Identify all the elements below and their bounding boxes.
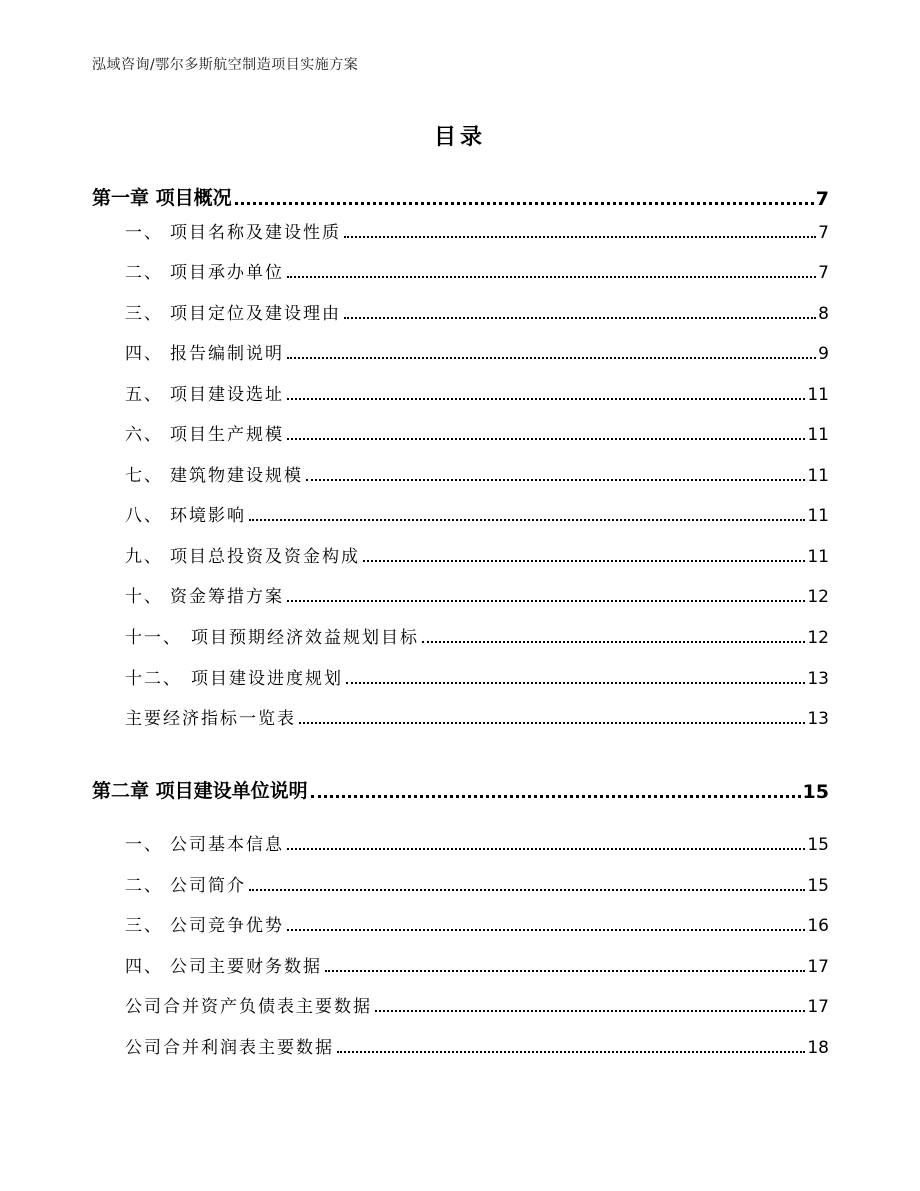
toc-entry-number: 七、 <box>125 466 163 486</box>
toc-section-entry[interactable] <box>125 542 829 567</box>
toc-page-number: 11 <box>807 425 829 445</box>
toc-section-entry[interactable] <box>125 582 829 607</box>
toc-page-number: 11 <box>807 547 829 567</box>
toc-page-number: 16 <box>807 916 829 936</box>
toc-section-entry[interactable] <box>125 992 829 1017</box>
toc-entry-text: 第一章 项目概况 <box>92 187 232 209</box>
toc-entry-text: 公司简介 <box>170 876 246 896</box>
toc-dot-leader <box>346 682 805 684</box>
toc-chapter-entry[interactable] <box>92 183 829 210</box>
toc-page-number: 11 <box>807 506 829 526</box>
toc-entry-text: 项目定位及建设理由 <box>170 304 341 324</box>
toc-dot-leader <box>287 848 805 850</box>
toc-section-entry[interactable] <box>125 871 829 896</box>
toc-entry-label <box>125 461 303 486</box>
toc-entry-text: 公司基本信息 <box>170 835 284 855</box>
toc-page-number: 17 <box>807 997 829 1017</box>
toc-page-number: 7 <box>818 223 829 243</box>
toc-entry-text: 环境影响 <box>170 506 246 526</box>
toc-section-entry[interactable] <box>125 830 829 855</box>
toc-dot-leader <box>337 1051 805 1053</box>
toc-entry-text: 项目承办单位 <box>170 263 284 283</box>
toc-entry-text: 项目总投资及资金构成 <box>170 547 360 567</box>
toc-entry-text: 公司主要财务数据 <box>170 957 322 977</box>
toc-entry-label <box>125 258 284 283</box>
running-header: 泓域咨询/鄂尔多斯航空制造项目实施方案 <box>92 57 359 73</box>
toc-section-entry[interactable] <box>125 1033 829 1058</box>
toc-dot-leader <box>287 276 816 278</box>
toc-entry-text: 项目建设选址 <box>170 385 284 405</box>
toc-entry-number: 十二、 <box>125 669 182 689</box>
toc-entry-text: 公司合并资产负债表主要数据 <box>125 997 372 1017</box>
toc-entry-text: 项目名称及建设性质 <box>170 223 341 243</box>
toc-entry-label <box>125 420 284 445</box>
toc-entry-number: 三、 <box>125 304 163 324</box>
toc-dot-leader <box>363 560 805 562</box>
toc-page-number: 11 <box>807 385 829 405</box>
toc-entry-number: 四、 <box>125 344 163 364</box>
toc-section-entry[interactable] <box>125 380 829 405</box>
toc-entry-number: 二、 <box>125 876 163 896</box>
toc-entry-number: 九、 <box>125 547 163 567</box>
toc-entry-label <box>125 1033 334 1058</box>
toc-dot-leader <box>249 519 805 521</box>
toc-entry-number: 一、 <box>125 223 163 243</box>
toc-page-number: 7 <box>818 263 829 283</box>
toc-entry-label <box>125 218 341 243</box>
toc-dot-leader <box>299 722 805 724</box>
toc-entry-number: 二、 <box>125 263 163 283</box>
toc-entry-number: 一、 <box>125 835 163 855</box>
toc-section-entry[interactable] <box>125 258 829 283</box>
toc-entry-text: 第二章 项目建设单位说明 <box>92 780 308 802</box>
toc-entry-text: 建筑物建设规模 <box>170 466 303 486</box>
toc-dot-leader <box>325 970 805 972</box>
toc-entry-label <box>125 380 284 405</box>
toc-entry-label <box>92 776 308 803</box>
toc-page-number: 7 <box>815 188 829 210</box>
toc-section-entry[interactable] <box>125 420 829 445</box>
toc-section-entry[interactable] <box>125 461 829 486</box>
toc-entry-number: 五、 <box>125 385 163 405</box>
toc-entry-number: 四、 <box>125 957 163 977</box>
toc-entry-number: 十一、 <box>125 628 182 648</box>
toc-section-entry[interactable] <box>125 911 829 936</box>
toc-dot-leader <box>249 889 805 891</box>
toc-entry-text: 项目预期经济效益规划目标 <box>191 628 419 648</box>
toc-section-entry[interactable] <box>125 704 829 729</box>
toc-entry-label <box>125 664 343 689</box>
toc-dot-leader <box>287 438 805 440</box>
toc-entry-label <box>125 704 296 729</box>
toc-entry-label <box>125 582 284 607</box>
toc-page-number: 13 <box>807 709 829 729</box>
toc-section-entry[interactable] <box>125 623 829 648</box>
toc-page-number: 12 <box>807 587 829 607</box>
toc-entry-number: 八、 <box>125 506 163 526</box>
toc-entry-text: 报告编制说明 <box>170 344 284 364</box>
toc-section-entry[interactable] <box>125 952 829 977</box>
toc-dot-leader <box>306 479 805 481</box>
toc-entry-text: 资金筹措方案 <box>170 587 284 607</box>
toc-page-number: 13 <box>807 669 829 689</box>
toc-dot-leader <box>311 795 801 798</box>
toc-section-entry[interactable] <box>125 339 829 364</box>
toc-page-number: 15 <box>807 835 829 855</box>
toc-dot-leader <box>375 1010 805 1012</box>
toc-entry-number: 十、 <box>125 587 163 607</box>
toc-page-number: 12 <box>807 628 829 648</box>
toc-page-number: 9 <box>818 344 829 364</box>
toc-entry-label <box>125 830 284 855</box>
toc-page-number: 15 <box>807 876 829 896</box>
toc-page-number: 17 <box>807 957 829 977</box>
toc-page-number: 8 <box>818 304 829 324</box>
toc-entry-text: 主要经济指标一览表 <box>125 709 296 729</box>
toc-entry-text: 公司合并利润表主要数据 <box>125 1038 334 1058</box>
toc-dot-leader <box>344 317 816 319</box>
toc-entry-text: 项目建设进度规划 <box>191 669 343 689</box>
toc-entry-label <box>125 871 246 896</box>
toc-page-number: 18 <box>807 1038 829 1058</box>
toc-entry-label <box>125 992 372 1017</box>
toc-entry-text: 公司竞争优势 <box>170 916 284 936</box>
toc-entry-label <box>125 299 341 324</box>
toc-entry-label <box>125 952 322 977</box>
toc-section-entry[interactable] <box>125 218 829 243</box>
toc-entry-label <box>125 542 360 567</box>
toc-section-entry[interactable] <box>125 501 829 526</box>
toc-entry-text: 项目生产规模 <box>170 425 284 445</box>
toc-dot-leader <box>287 929 805 931</box>
toc-title: 目录 <box>433 125 486 150</box>
toc-section-entry[interactable] <box>125 299 829 324</box>
toc-entry-label <box>92 183 232 210</box>
toc-dot-leader <box>235 202 814 205</box>
toc-entry-number: 三、 <box>125 916 163 936</box>
toc-section-entry[interactable] <box>125 664 829 689</box>
toc-entry-label <box>125 339 284 364</box>
toc-page-number: 11 <box>807 466 829 486</box>
toc-dot-leader <box>287 600 805 602</box>
toc-entry-label <box>125 501 246 526</box>
toc-chapter-entry[interactable] <box>92 776 829 803</box>
toc-page-number: 15 <box>802 781 829 803</box>
toc-dot-leader <box>287 357 816 359</box>
toc-dot-leader <box>344 236 816 238</box>
toc-entry-number: 六、 <box>125 425 163 445</box>
toc-entry-label <box>125 623 419 648</box>
toc-dot-leader <box>422 641 805 643</box>
toc-entry-label <box>125 911 284 936</box>
toc-dot-leader <box>287 398 805 400</box>
